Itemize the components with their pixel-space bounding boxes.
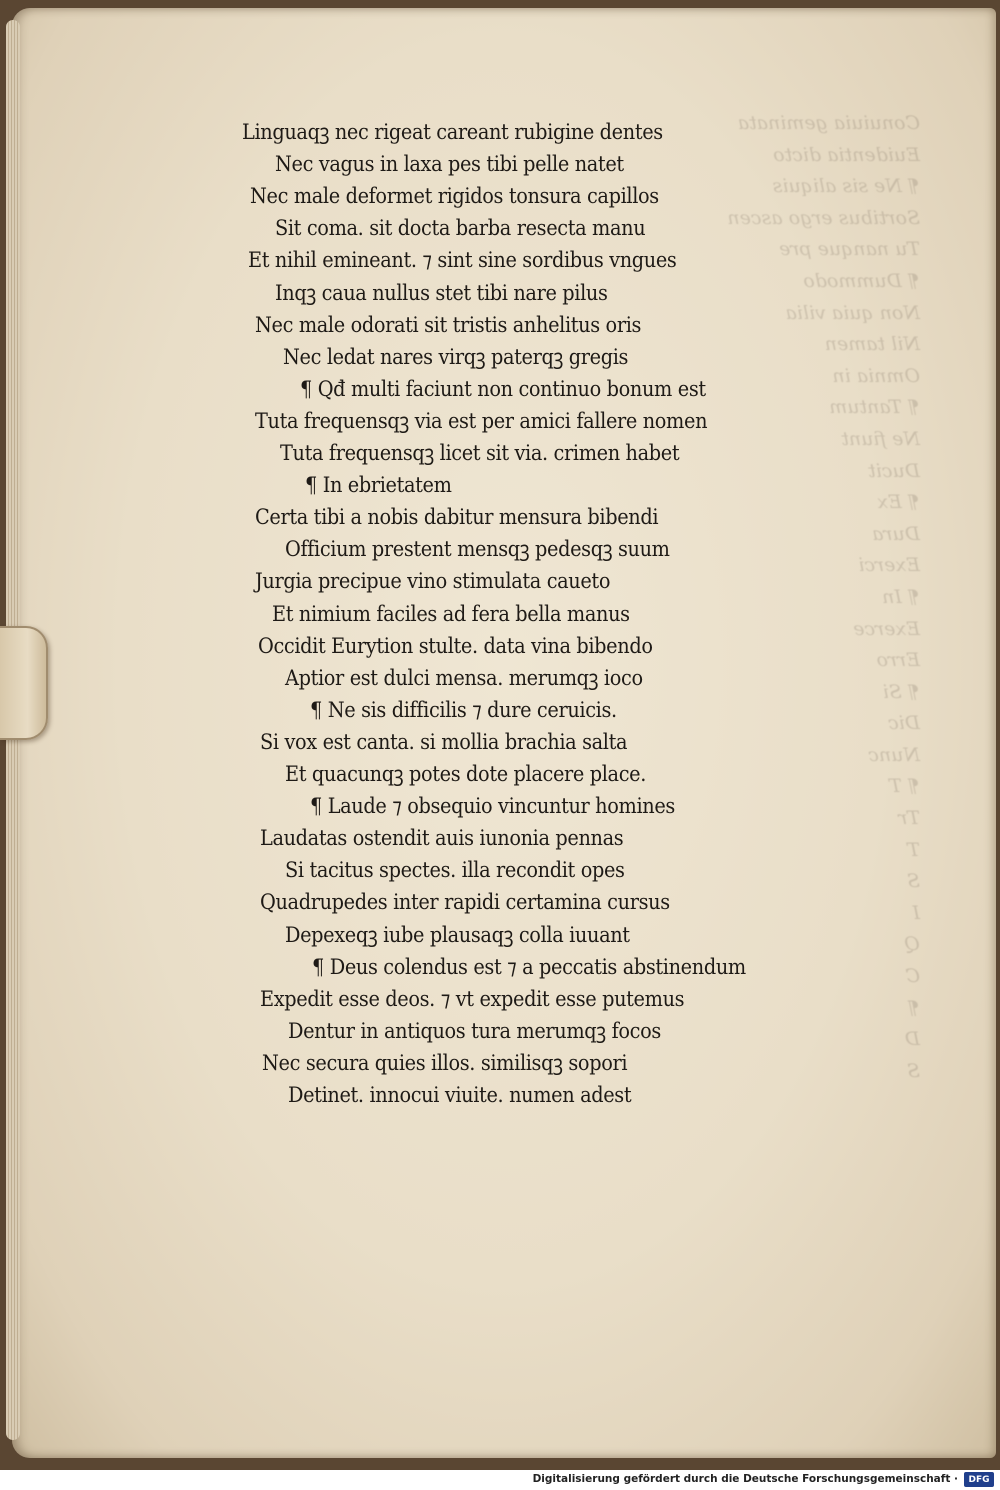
text-line: Officium prestent mensqꝫ pedesqꝫ suum — [285, 537, 670, 562]
dfg-logo: DFG — [964, 1472, 994, 1487]
text-line: ¶ Qđ multi faciunt non continuo bonum est — [300, 376, 706, 401]
show-through-line: ¶ T — [889, 775, 920, 798]
show-through-line: C — [905, 965, 920, 988]
show-through-line: ¶ Dummodo — [803, 269, 920, 292]
show-through-line: ¶ Ex — [877, 491, 920, 514]
text-line: Nec secura quies illos. similisqꝫ sopori — [262, 1050, 628, 1075]
digitization-footer — [0, 1470, 1000, 1490]
show-through-line: I — [912, 901, 920, 924]
show-through-line: Nunc — [868, 743, 920, 766]
text-line: Si tacitus spectes. illa recondit opes — [285, 858, 625, 883]
show-through-line: Non quia vilia — [785, 301, 920, 324]
show-through-line: D — [904, 1028, 920, 1051]
text-line: Si vox est canta. si mollia brachia salta — [260, 729, 628, 754]
show-through-line: Dic — [888, 712, 920, 735]
text-line: Laudatas ostendit auis iunonia pennas — [260, 826, 624, 851]
show-through-line: ¶ In — [882, 585, 920, 608]
text-line: Linguaqꝫ nec rigeat careant rubigine dentes — [242, 120, 663, 144]
text-line: Et quacunqꝫ potes dote placere place. — [285, 762, 646, 786]
text-line: Aptior est dulci mensa. merumqꝫ ioco — [285, 665, 643, 690]
text-line: Occidit Eurytion stulte. data vina bibendo — [258, 633, 653, 658]
text-line: ¶ In ebrietatem — [305, 473, 452, 498]
text-line: Et nimium faciles ad fera bella manus — [272, 601, 630, 626]
text-line: Nec ledat nares virqꝫ paterqꝫ gregis — [283, 344, 629, 369]
show-through-line: Nil tamen — [824, 333, 920, 356]
show-through-line: ¶ Ne sis aliquis — [772, 175, 920, 198]
text-line: Jurgia precipue vino stimulata caueto — [255, 569, 611, 594]
show-through-line: Q — [904, 933, 920, 956]
show-through-line: S — [906, 870, 920, 893]
show-through-line: Ne fiunt — [841, 427, 920, 450]
text-line: Inqꝫ caua nullus stet tibi nare pilus — [275, 280, 608, 305]
text-line: Et nihil emineant. ⁊ sint sine sordibus vngues — [248, 248, 677, 273]
show-through-line: S — [906, 1059, 920, 1082]
text-line: ¶ Laude ⁊ obsequio vincuntur homines — [310, 794, 675, 819]
text-line: Tuta frequensqꝫ via est per amici fallere nomen — [255, 408, 708, 433]
show-through-line: Dura — [872, 522, 920, 545]
text-line: ¶ Deus colendus est ⁊ a peccatis abstinendum — [312, 954, 746, 979]
text-line: Dentur in antiquos tura merumqꝫ focos — [288, 1018, 661, 1043]
text-line: Nec male deformet rigidos tonsura capillos — [250, 184, 659, 209]
show-through-line: T — [907, 838, 920, 861]
show-through-line: Exerci — [858, 554, 920, 577]
text-line: Quadrupedes inter rapidi certamina cursus — [260, 890, 670, 915]
text-line: ¶ Ne sis difficilis ⁊ dure ceruicis. — [310, 697, 617, 722]
show-through-line: Exerce — [853, 617, 920, 640]
text-line: Nec vagus in laxa pes tibi pelle natet — [275, 152, 624, 177]
text-line: Expedit esse deos. ⁊ vt expedit esse putemus — [260, 986, 685, 1011]
text-line: Nec male odorati sit tristis anhelitus oris — [255, 312, 642, 337]
text-line: Tuta frequensqꝫ licet sit via. crimen habet — [280, 441, 680, 465]
show-through-line: Euidentia dicto — [773, 143, 920, 166]
show-through-line: Conuiuia geminata — [737, 112, 920, 134]
show-through-line: Ducit — [868, 459, 920, 482]
show-through-line: ¶ — [907, 996, 920, 1019]
show-through-line: Tr — [898, 807, 920, 830]
show-through-line: ¶ Si — [882, 680, 920, 703]
text-line: Depexeqꝫ iube plausaqꝫ colla iuuant — [285, 922, 630, 947]
text-line: Certa tibi a nobis dabitur mensura bibendi — [255, 505, 659, 530]
footer-credit: Digitalisierung gefördert durch die Deutsche Forschungsgemeinschaft · — [532, 1473, 958, 1485]
show-through-line: Tu nanque pre — [779, 238, 920, 261]
show-through-line: Erro — [876, 649, 920, 672]
show-through-line: Sortibus ergo ascen — [727, 206, 920, 229]
show-through-line: Omnia in — [832, 364, 920, 387]
text-line: Sit coma. sit docta barba resecta manu — [275, 216, 646, 241]
show-through-line: ¶ Tantum — [829, 396, 920, 419]
text-line: Detinet. innocui viuite. numen adest — [288, 1083, 632, 1107]
